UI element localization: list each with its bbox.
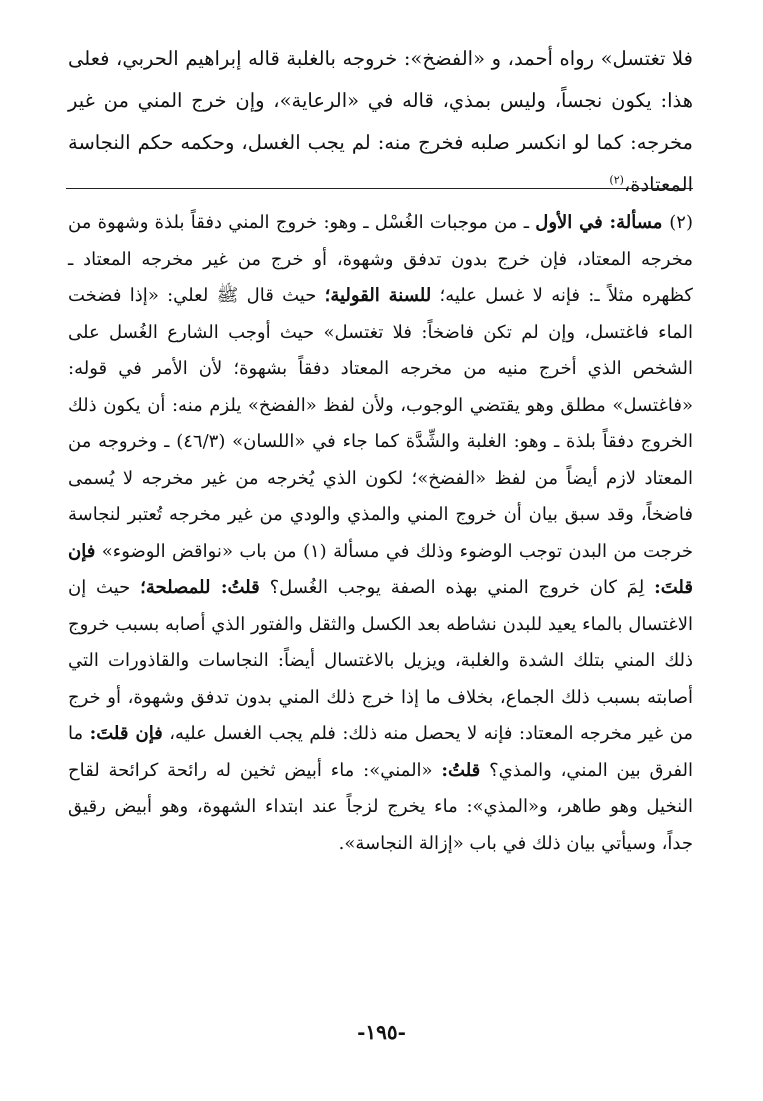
footnote-number: (٢) <box>669 212 693 233</box>
footnote-divider <box>66 188 693 189</box>
footnote-topic: في الأول <box>535 212 603 233</box>
footnote-text-4: «المني»: ماء أبيض ثخين له رائحة كرائحة لقاح النخيل وهو طاهر، و«المذي»: ماء يخرج لزجاً عند ابتداء الشهوة، وهو أبيض رقيق جداً، وسيأتي بيان ذلك في باب «إزالة النجاسة». <box>68 759 693 854</box>
footnote-answer-label-1: قلتُ: للمصلحة؛ <box>140 577 260 598</box>
footnote-question-1: لِمَ كان خروج المني بهذه الصفة يوجب الغُسل؟ <box>259 577 655 598</box>
footnote-issue-label: مسألة: <box>602 212 670 233</box>
footnote-question-label-1: فإن قلتَ: <box>68 540 693 598</box>
footnote-question-label-2: فإن قلتَ: <box>89 723 163 744</box>
footnote-answer-label-2: قلتُ: <box>441 759 481 781</box>
main-text-paragraph <box>68 38 693 206</box>
main-text-body: فلا تغتسل» رواه أحمد، و «الفضخ»: خروجه بالغلبة قاله إبراهيم الحربي، فعلى هذا: يكون نجساً، وليس بمذي، قاله في «الرعاية»، وإن خرج المني من غير مخرجه: كما لو انكسر صلبه فخرج منه: لم يجب الغسل، وحكمه حكم النجاسة المعتادة، <box>68 47 693 196</box>
footnote-evidence-label: للسنة القولية؛ <box>324 285 432 306</box>
footnote-text-1: ـ من موجبات الغُسْل ـ وهو: خروج المني دفقاً بلذة وشهوة من مخرجه المعتاد، فإن خرج بدون تدفق وشهوة، أو خرج من غير مخرجه المعتاد ـ كظهره مثلاً ـ: فإنه لا غسل عليه؛ <box>68 212 693 306</box>
footnote-question-2: ما الفرق بين المني، والمذي؟ <box>68 723 693 781</box>
footnote-text-3: حيث إن الاغتسال بالماء يعيد للبدن نشاطه بعد الكسل والثقل والفتور الذي أصابه بسبب خروج ذلك المني بتلك الشدة والغلبة، ويزيل بالاغتسال أيضاً: النجاسات والقاذورات التي أصابته بسبب ذلك الجماع، بخلاف ما إذا خرج ذلك المني بدون تدفق وشهوة، أو خرج من غير مخرجه المعتاد: فإنه لا يحصل منه ذلك: فلم يجب الغسل عليه، <box>68 577 693 744</box>
footnote-text-2: حيث قال ﷺ لعلي: «إذا فضخت الماء فاغتسل، وإن لم تكن فاضخاً: فلا تغتسل» حيث أوجب الشارع الغُسل على الشخص الذي أخرج منيه من مخرجه المعتاد دفقاً بشهوة؛ لأن الأمر في قوله: «فاغتسل» مطلق وهو يقتضي الوجوب، ولأن لفظ «الفضخ» يلزم منه: أن يكون ذلك الخروج دفقاً بلذة ـ وهو: الغلبة والشِّدَّة كما جاء في «اللسان» (٤٦/٣) ـ وخروجه من المعتاد لازم أيضاً من لفظ «الفضخ»؛ لكون الذي يُخرجه من غير مخرجه لا يُسمى فاضخاً، وقد سبق بيان أن خروج المني والمذي والودي من غير مخرجه تُعتبر لنجاسة خرجت من البدن توجب الوضوء وذلك في مسألة (١) من باب «نواقض الوضوء» <box>68 285 693 562</box>
page-number: -١٩٥- <box>357 1020 406 1044</box>
footnote-reference-marker: (٢) <box>609 173 624 187</box>
footnote-paragraph <box>68 205 693 862</box>
